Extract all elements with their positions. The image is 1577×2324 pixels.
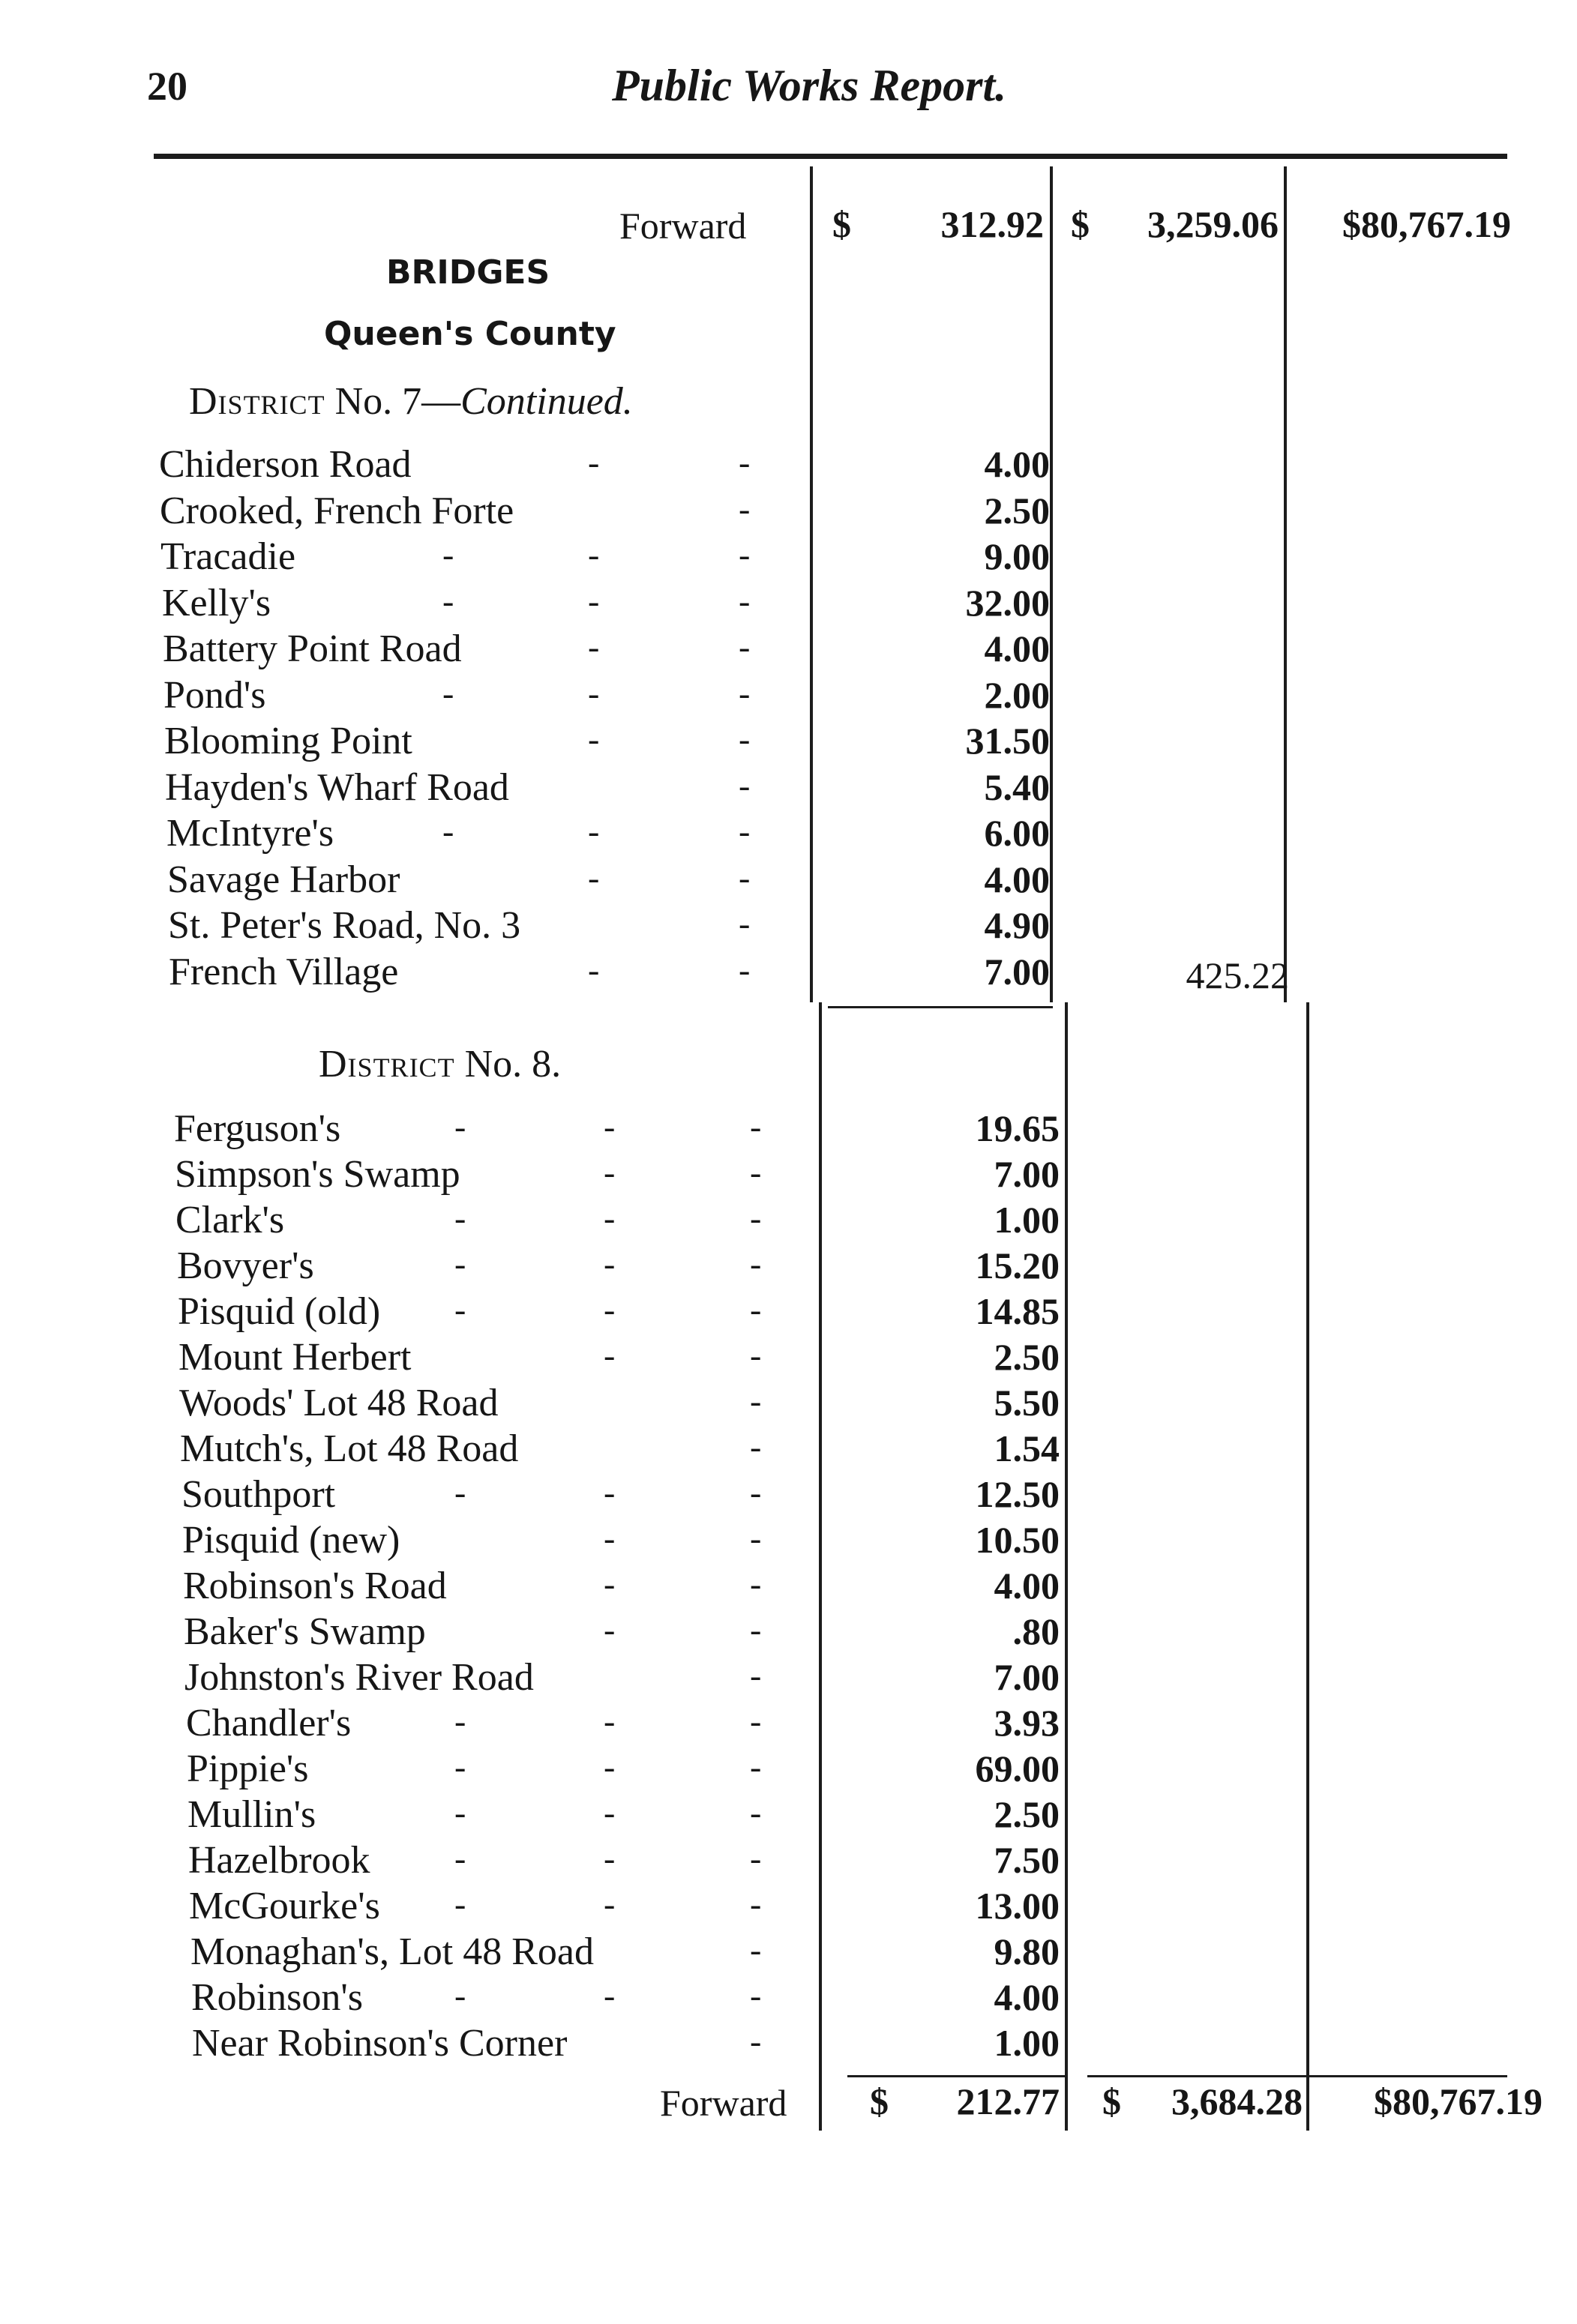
leader-dash: - [750,1930,762,1969]
leader-dash: - [454,1839,466,1877]
table-row [0,811,1577,856]
table-row [0,1884,1577,1929]
leader-dash: - [442,812,454,850]
table-row [0,719,1577,764]
leader-dash: - [604,1153,616,1191]
leader-dash: - [750,1793,762,1831]
leader-dash: - [454,1107,466,1146]
leader-dash: - [750,1610,762,1649]
table-row [0,1792,1577,1837]
bridge-amount: 12.50 [975,1473,1060,1515]
leader-dash: - [750,1976,762,2014]
bridge-name: Kelly's [162,581,271,624]
bridge-amount: 7.00 [984,950,1050,993]
bridge-amount: 9.80 [994,1930,1060,1972]
forward-top-amount-1: 312.92 [940,203,1044,245]
leader-dash: - [750,1199,762,1237]
bridge-name: Ferguson's [174,1107,341,1150]
page-number: 20 [147,64,187,109]
bridge-amount: 32.00 [965,581,1050,624]
bridge-name: Simpson's Swamp [175,1153,460,1196]
leader-dash: - [750,1702,762,1740]
leader-dash: - [739,673,751,712]
leader-dash: - [739,904,751,942]
leader-dash: - [604,1839,616,1877]
leader-dash: - [739,489,751,528]
forward-bottom-dollar-2: $ [1102,2080,1121,2122]
bridge-amount: 2.50 [984,489,1050,532]
forward-top-amount-3: $80,767.19 [1342,203,1511,245]
bridge-amount: 4.00 [994,1565,1060,1607]
leader-dash: - [604,1107,616,1146]
bridge-amount: 19.65 [975,1107,1060,1149]
leader-dash: - [604,1244,616,1283]
forward-label-bottom: Forward [660,2082,787,2124]
table-row [0,950,1577,995]
leader-dash: - [604,1336,616,1374]
leader-dash: - [588,720,600,758]
leader-dash: - [588,812,600,850]
bridge-name: Robinson's Road [183,1565,447,1607]
bridge-name: McIntyre's [166,812,334,855]
leader-dash: - [604,1519,616,1557]
leader-dash: - [739,950,751,989]
bridge-amount: 14.85 [975,1290,1060,1332]
leader-dash: - [604,1610,616,1649]
leader-dash: - [604,1885,616,1923]
leader-dash: - [750,1382,762,1420]
leader-dash: - [454,1290,466,1328]
leader-dash: - [739,812,751,850]
district-8-number: No. 8. [454,1043,562,1086]
bridge-name: Blooming Point [164,720,412,762]
table-row [0,1610,1577,1655]
table-row [0,673,1577,718]
bridge-amount: 13.00 [975,1885,1060,1927]
subtotal-rule [828,1006,1053,1008]
table-row [0,1838,1577,1883]
table-row [0,1747,1577,1792]
bridge-name: Mullin's [187,1793,316,1836]
bridge-name: Bovyer's [177,1244,314,1287]
bridge-amount: 10.50 [975,1519,1060,1561]
leader-dash: - [750,1885,762,1923]
bridge-name: Robinson's [191,1976,363,2019]
leader-dash: - [454,1473,466,1511]
leader-dash: - [442,535,454,574]
bridge-amount: .80 [1012,1610,1060,1652]
bridge-amount: 1.00 [994,1199,1060,1241]
leader-dash: - [454,1244,466,1283]
leader-dash: - [588,627,600,666]
leader-dash: - [739,858,751,897]
leader-dash: - [442,673,454,712]
leader-dash: - [750,1473,762,1511]
table-row [0,581,1577,626]
bridge-amount: 2.00 [984,673,1050,716]
leader-dash: - [739,443,751,481]
forward-bottom-dollar-1: $ [870,2080,889,2122]
leader-dash: - [604,1473,616,1511]
bridge-name: Mutch's, Lot 48 Road [180,1427,519,1470]
bridge-name: Chandler's [186,1702,352,1744]
total-rule-1 [847,2075,1065,2077]
leader-dash: - [454,1885,466,1923]
bridge-amount: 31.50 [965,720,1050,762]
bridge-name: Baker's Swamp [184,1610,426,1653]
section-title: BRIDGES [386,253,550,292]
leader-dash: - [604,1976,616,2014]
header-rule [154,154,1507,159]
leader-dash: - [750,1153,762,1191]
bridge-amount: 2.50 [994,1793,1060,1835]
bridge-name: Savage Harbor [167,858,400,901]
bridge-name: Crooked, French Forte [160,489,514,532]
table-row [0,1655,1577,1700]
bridge-name: St. Peter's Road, No. 3 [168,904,521,947]
leader-dash: - [750,1519,762,1557]
leader-dash: - [588,581,600,620]
bridge-name: Mount Herbert [178,1336,412,1379]
leader-dash: - [454,1702,466,1740]
district-7-number: No. 7— [325,380,461,423]
leader-dash: - [739,765,751,804]
bridge-name: Johnston's River Road [184,1656,534,1699]
leader-dash: - [454,1747,466,1786]
bridge-name: Clark's [175,1199,285,1241]
leader-dash: - [750,1839,762,1877]
bridge-amount: 3.93 [994,1702,1060,1744]
leader-dash: - [588,443,600,481]
bridge-amount: 15.20 [975,1244,1060,1286]
table-row [0,1427,1577,1472]
leader-dash: - [604,1793,616,1831]
district-7-continued: Continued. [460,380,633,423]
leader-dash: - [750,1427,762,1466]
table-row [0,1518,1577,1563]
bridge-amount: 5.40 [984,765,1050,808]
leader-dash: - [454,1199,466,1237]
bridge-amount: 7.00 [994,1153,1060,1195]
bridge-amount: 2.50 [994,1336,1060,1378]
leader-dash: - [750,1107,762,1146]
leader-dash: - [604,1565,616,1603]
bridge-name: Hazelbrook [188,1839,370,1882]
district-8-heading [319,1042,561,1086]
bridge-name: McGourke's [189,1885,380,1927]
bridge-amount: 5.50 [994,1382,1060,1424]
bridge-amount: 7.00 [994,1656,1060,1698]
running-title: Public Works Report. [612,61,1007,110]
leader-dash: - [750,1656,762,1694]
leader-dash: - [588,858,600,897]
table-row [0,1335,1577,1380]
district-7-subtotal: 425.22 [1186,954,1289,996]
table-row [0,1152,1577,1197]
bridge-name: Southport [181,1473,336,1516]
bridge-name: French Village [169,950,399,993]
table-row [0,903,1577,948]
bridge-name: Battery Point Road [163,627,462,670]
bridge-amount: 4.00 [984,858,1050,900]
bridge-name: Pisquid (old) [178,1290,381,1333]
bridge-name: Monaghan's, Lot 48 Road [190,1930,594,1973]
forward-top-dollar-1: $ [832,203,851,245]
table-row [0,535,1577,580]
leader-dash: - [604,1702,616,1740]
table-row [0,1198,1577,1243]
leader-dash: - [739,627,751,666]
total-rule-3 [1309,2075,1507,2077]
leader-dash: - [588,673,600,712]
table-row [0,1930,1577,1975]
leader-dash: - [604,1747,616,1786]
leader-dash: - [750,2022,762,2060]
bridge-amount: 4.00 [994,1976,1060,2018]
table-row [0,1472,1577,1517]
forward-top-dollar-2: $ [1071,203,1090,245]
leader-dash: - [750,1290,762,1328]
table-row [0,1564,1577,1609]
bridge-name: Tracadie [160,535,296,578]
leader-dash: - [442,581,454,620]
forward-bottom-amount-3: $80,767.19 [1374,2080,1543,2122]
bridge-amount: 4.00 [984,627,1050,669]
leader-dash: - [588,950,600,989]
district-7-label: District [189,380,325,423]
table-row [0,1244,1577,1289]
table-row [0,489,1577,534]
table-row [0,1107,1577,1152]
leader-dash: - [588,535,600,574]
forward-bottom-amount-2: 3,684.28 [1171,2080,1303,2122]
bridge-amount: 4.90 [984,904,1050,946]
bridge-name: Pond's [163,673,266,717]
table-row [0,1289,1577,1334]
district-8-label: District [319,1043,455,1086]
forward-top-amount-2: 3,259.06 [1147,203,1279,245]
leader-dash: - [739,720,751,758]
table-row [0,627,1577,672]
table-row [0,442,1577,487]
total-rule-2 [1087,2075,1306,2077]
table-row [0,1381,1577,1426]
leader-dash: - [739,581,751,620]
bridge-amount: 7.50 [994,1839,1060,1881]
bridge-amount: 9.00 [984,535,1050,577]
table-row [0,858,1577,903]
leader-dash: - [750,1336,762,1374]
bridge-name: Pisquid (new) [182,1519,400,1562]
table-row [0,1701,1577,1746]
bridge-amount: 1.54 [994,1427,1060,1469]
bridge-amount: 4.00 [984,443,1050,485]
county-heading: Queen's County [324,315,616,353]
district-7-heading [189,379,633,424]
bridge-name: Near Robinson's Corner [192,2022,568,2065]
leader-dash: - [604,1290,616,1328]
leader-dash: - [454,1793,466,1831]
bridge-amount: 6.00 [984,812,1050,854]
forward-label-top: Forward [619,205,747,247]
bridge-name: Chiderson Road [159,443,412,486]
leader-dash: - [454,1976,466,2014]
leader-dash: - [750,1565,762,1603]
forward-bottom-amount-1: 212.77 [956,2080,1060,2122]
bridge-amount: 1.00 [994,2022,1060,2064]
leader-dash: - [739,535,751,574]
leader-dash: - [604,1199,616,1237]
table-row [0,2021,1577,2066]
leader-dash: - [750,1244,762,1283]
leader-dash: - [750,1747,762,1786]
bridge-name: Hayden's Wharf Road [165,765,509,809]
bridge-name: Woods' Lot 48 Road [179,1382,499,1424]
bridge-amount: 69.00 [975,1747,1060,1789]
table-row [0,765,1577,810]
table-row [0,1975,1577,2020]
bridge-name: Pippie's [187,1747,309,1790]
